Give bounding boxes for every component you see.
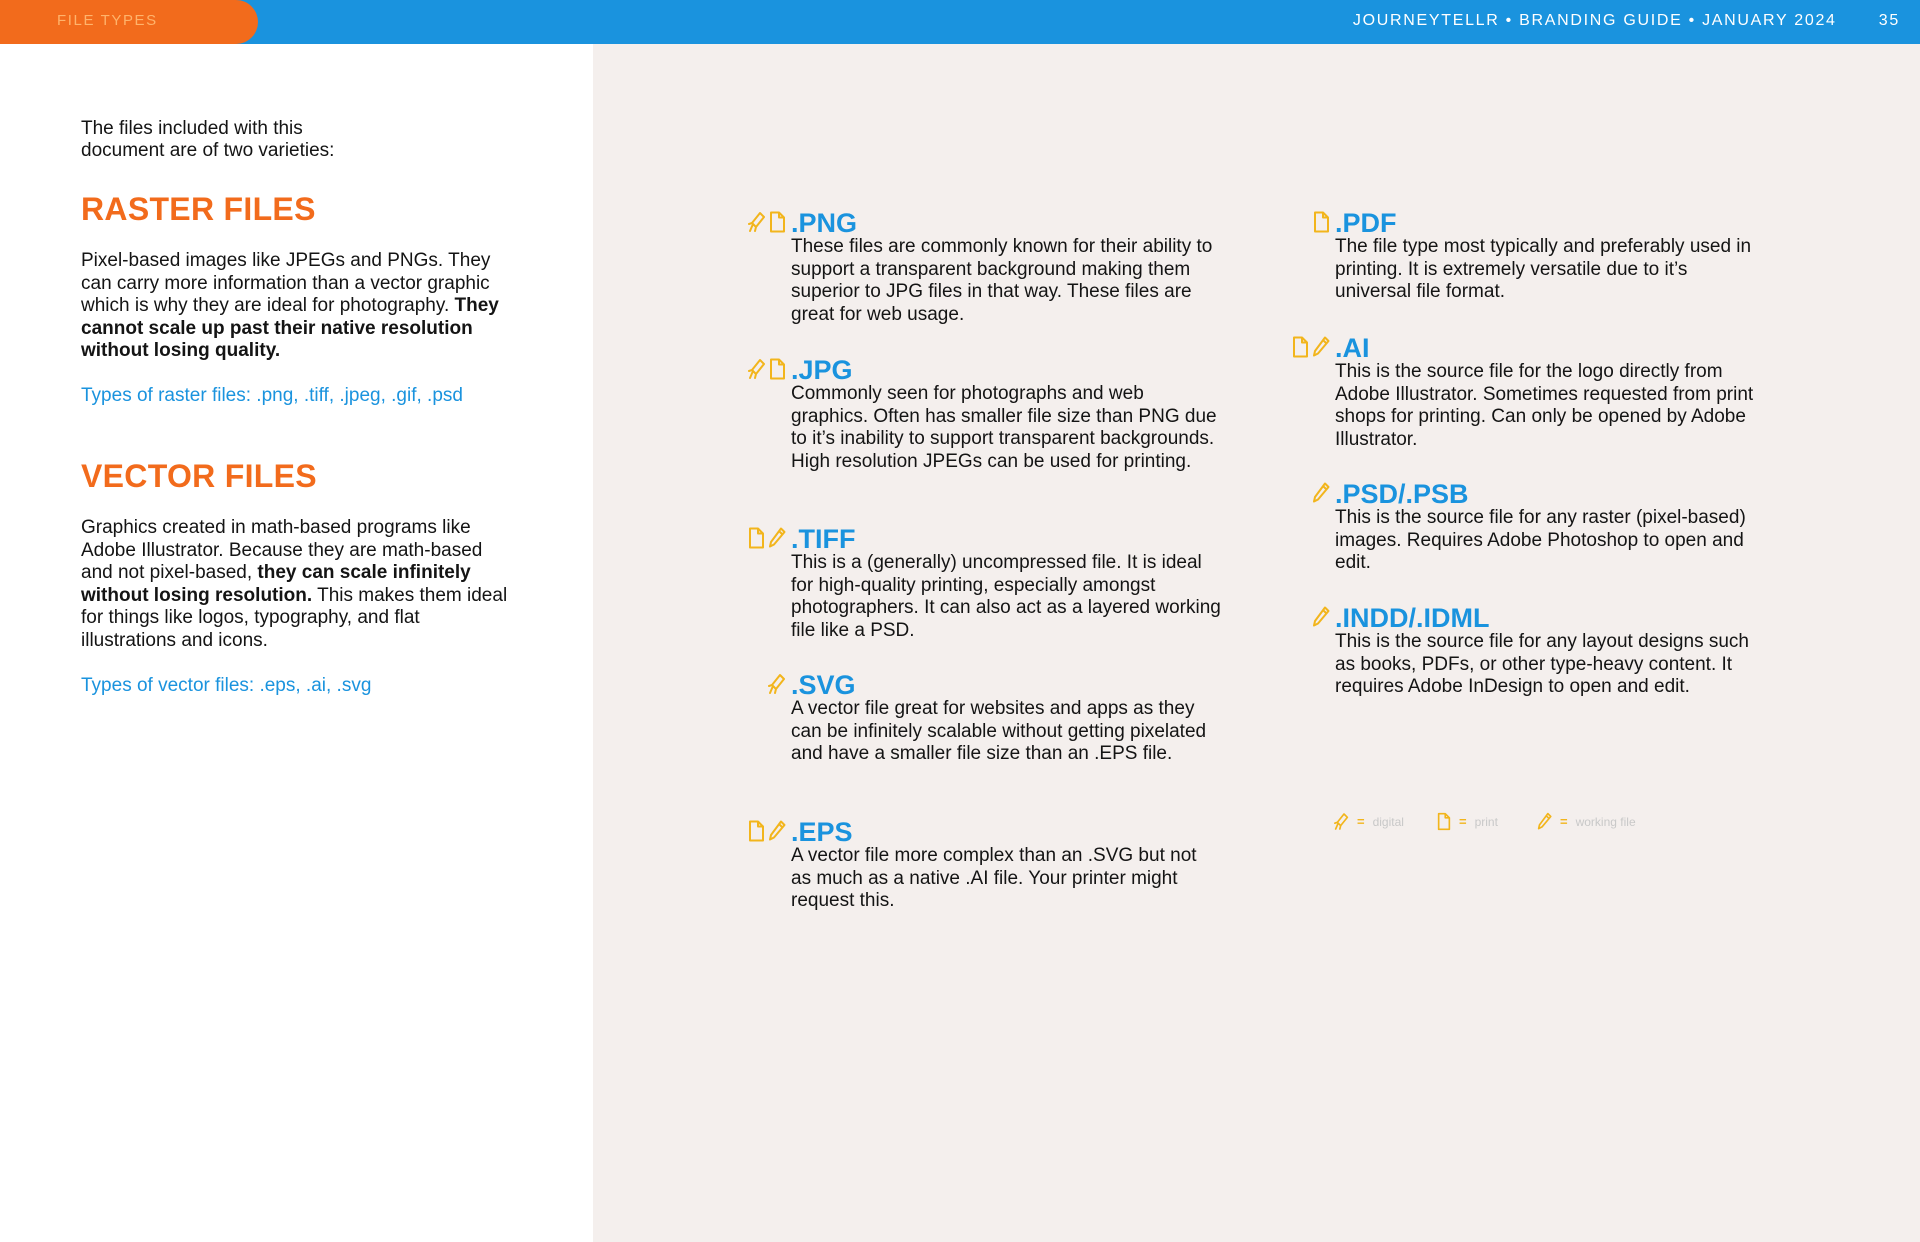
- file-type-description: Commonly seen for photographs and web graphics. Often has smaller file size than PNG due to it’s inability to support transparent backgrounds. High resolution JPEGs can be used for printing.: [791, 383, 1217, 472]
- header-bar: [0, 0, 1920, 44]
- file-type-tiff: [791, 524, 1221, 642]
- raster-desc-emphasis: They cannot scale up past their native resolution without losing quality.: [81, 295, 499, 361]
- raster-files-description: [81, 250, 511, 363]
- vector-desc-text: Graphics created in math-based programs like Adobe Illustrator. Because they are math-based and not pixel-based,: [81, 517, 483, 583]
- intro-text: The files included with this document are of two varieties:: [81, 118, 335, 161]
- icon-group: [748, 211, 786, 233]
- document-icon: [769, 358, 786, 380]
- legend-label: working file: [1575, 814, 1636, 829]
- file-type-pdf: [1335, 208, 1765, 304]
- document-icon: [769, 211, 786, 233]
- pencil-icon: [1537, 812, 1552, 831]
- file-type-png: [791, 208, 1221, 326]
- pencil-icon: [1312, 606, 1330, 628]
- vector-files-description: [81, 517, 511, 652]
- legend-print: [1437, 812, 1498, 831]
- pencil-icon: [768, 820, 786, 842]
- guide-title: JOURNEYTELLR • BRANDING GUIDE • JANUARY 2024: [1352, 12, 1837, 29]
- file-type-name: .PDF: [1335, 208, 1397, 238]
- vector-types-list: Types of vector files: .eps, .ai, .svg: [81, 675, 372, 696]
- file-type-name: .EPS: [791, 817, 853, 847]
- file-type-description: This is the source file for the logo directly from Adobe Illustrator. Sometimes requested from print shops for printing. Can only be opened by Adobe Illustrator.: [1335, 361, 1754, 450]
- document-icon: [748, 820, 765, 842]
- file-type-description: This is a (generally) uncompressed file. It is ideal for high-quality printing, especially amongst photographers. It can also act as a layered working file like a PSD.: [791, 552, 1221, 641]
- icon-group: [1292, 336, 1330, 358]
- rocket-icon: [768, 673, 786, 695]
- legend-equals: =: [1459, 814, 1467, 829]
- file-type-name: .PNG: [791, 208, 858, 238]
- icon-group: [1313, 211, 1330, 233]
- document-icon: [748, 527, 765, 549]
- pencil-icon: [768, 527, 786, 549]
- file-type-name: .PSD/.PSB: [1335, 479, 1469, 509]
- icon-group: [748, 358, 786, 380]
- file-type-ai: [1335, 333, 1765, 451]
- section-tab: [0, 0, 258, 44]
- file-type-name: .AI: [1335, 333, 1370, 363]
- file-type-description: This is the source file for any raster (pixel-based) images. Requires Adobe Photoshop to open and edit.: [1335, 507, 1746, 573]
- file-type-description: The file type most typically and preferably used in printing. It is extremely versatile due to it’s universal file format.: [1335, 236, 1752, 302]
- file-type-description: A vector file more complex than an .SVG but not as much as a native .AI file. Your printer might request this.: [791, 845, 1197, 911]
- legend-digital: [1334, 812, 1404, 831]
- header-title-area: [1353, 12, 1900, 30]
- file-type-name: .SVG: [791, 670, 856, 700]
- vector-files-heading: VECTOR FILES: [81, 458, 317, 494]
- file-type-eps: [791, 817, 1221, 913]
- document-icon: [1292, 336, 1309, 358]
- icon-group: [1312, 606, 1330, 628]
- legend-equals: =: [1560, 814, 1568, 829]
- rocket-icon: [1334, 812, 1349, 831]
- rocket-icon: [748, 211, 766, 233]
- raster-files-heading: RASTER FILES: [81, 191, 316, 227]
- file-type-description: This is the source file for any layout designs such as books, PDFs, or other type-heavy content. It requires Adobe InDesign to open and edit.: [1335, 631, 1749, 697]
- pencil-icon: [1312, 482, 1330, 504]
- vector-desc-text-2: This makes them ideal for things like logos, typography, and flat illustrations and icons.: [81, 584, 508, 651]
- pencil-icon: [1312, 336, 1330, 358]
- file-type-indd-idml: [1335, 603, 1765, 699]
- raster-desc-text: Pixel-based images like JPEGs and PNGs. They can carry more information than a vector graphic which is why they are ideal for photography.: [81, 250, 491, 316]
- legend-working-file: [1537, 812, 1636, 831]
- page-number: 35: [1878, 12, 1900, 29]
- file-type-svg: [791, 670, 1221, 766]
- legend-equals: =: [1357, 814, 1365, 829]
- document-icon: [1313, 211, 1330, 233]
- file-type-name: .JPG: [791, 355, 853, 385]
- section-tab-label: FILE TYPES: [57, 12, 158, 29]
- rocket-icon: [748, 358, 766, 380]
- legend-label: digital: [1372, 814, 1404, 829]
- file-type-psd-psb: [1335, 479, 1765, 575]
- raster-types-list: Types of raster files: .png, .tiff, .jpeg, .gif, .psd: [81, 385, 463, 406]
- file-type-name: .TIFF: [791, 524, 856, 554]
- vector-desc-emphasis: they can scale infinitely without losing resolution.: [81, 562, 471, 606]
- legend-label: print: [1474, 814, 1498, 829]
- document-icon: [1437, 812, 1451, 831]
- file-type-description: A vector file great for websites and apps as they can be infinitely scalable without getting pixelated and have a smaller file size than an .EPS file.: [791, 698, 1207, 764]
- icon-group: [748, 820, 786, 842]
- icon-group: [1312, 482, 1330, 504]
- icon-group: [748, 527, 786, 549]
- file-type-description: These files are commonly known for their ability to support a transparent background making them superior to JPG files in that way. These files are great for web usage.: [791, 236, 1213, 325]
- file-type-name: .INDD/.IDML: [1335, 603, 1490, 633]
- icon-group: [768, 673, 786, 695]
- file-type-jpg: [791, 355, 1221, 473]
